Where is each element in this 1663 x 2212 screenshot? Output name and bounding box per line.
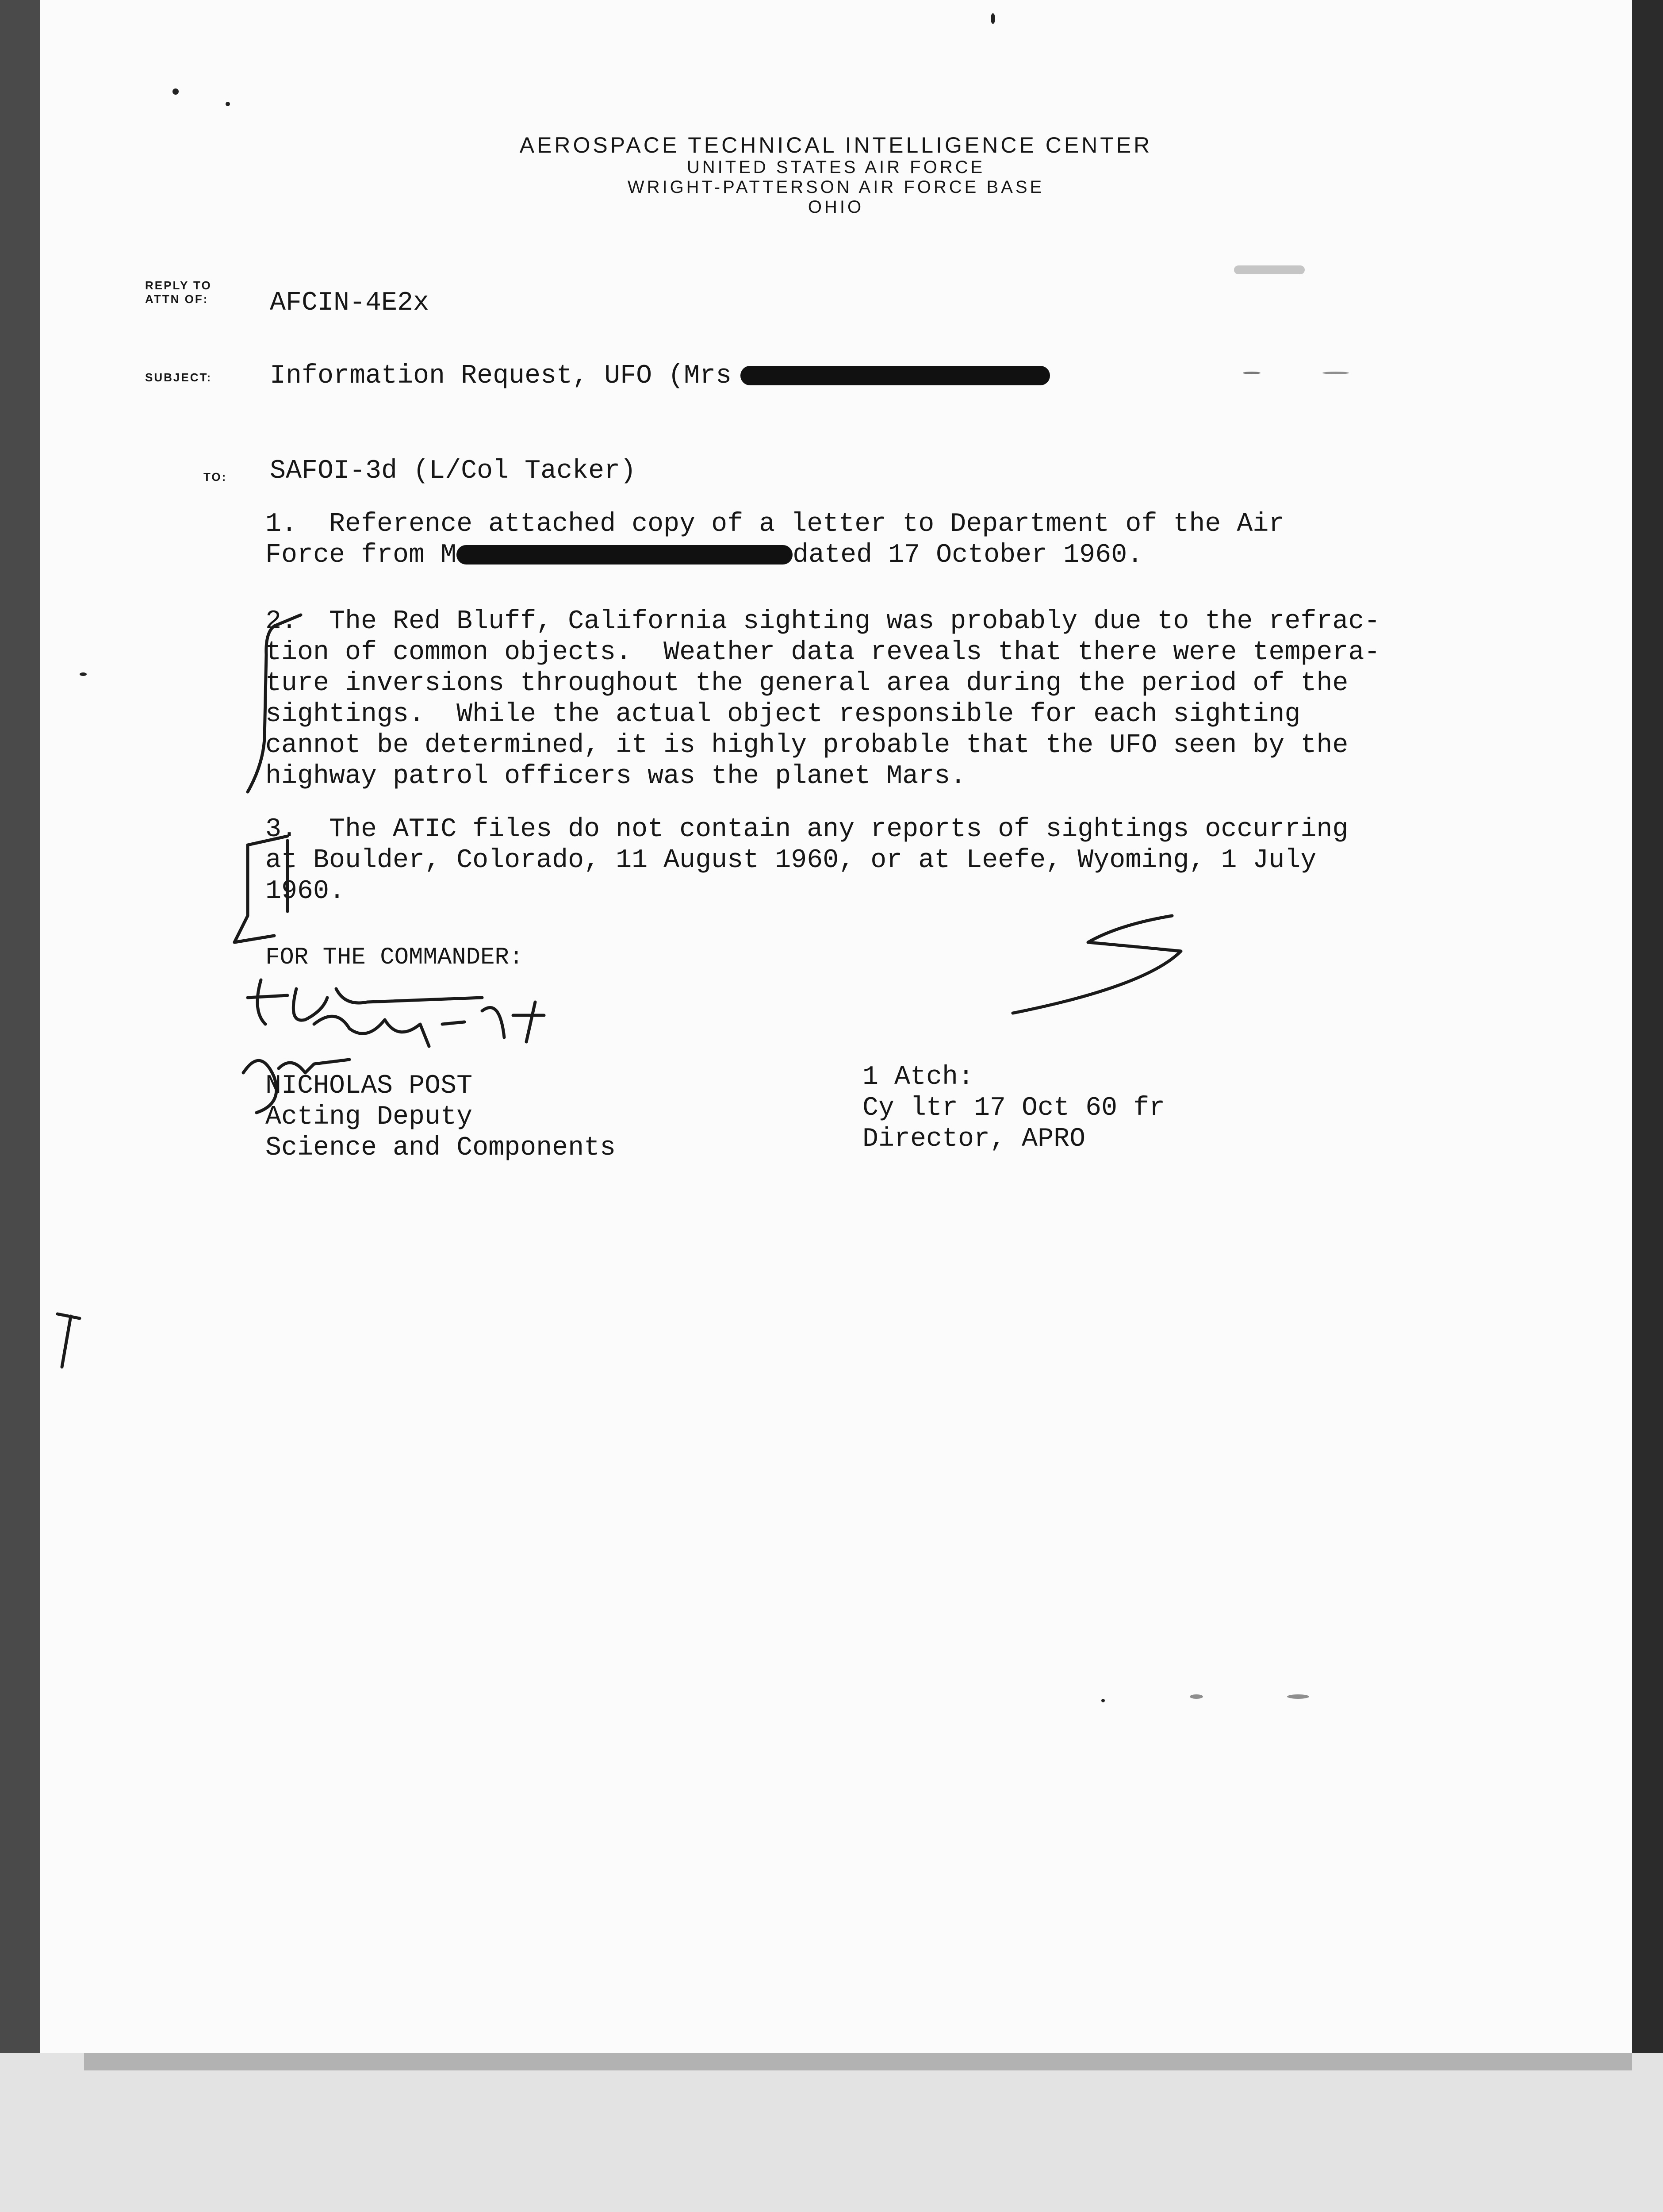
paragraph-2-line-2: tion of common objects. Weather data reveals that there were tempera-	[265, 637, 1380, 668]
page-shadow	[84, 2053, 1632, 2070]
scan-speck	[1101, 1699, 1105, 1702]
letterhead-org: AEROSPACE TECHNICAL INTELLIGENCE CENTER	[519, 133, 1153, 157]
subject-value: Information Request, UFO (Mrs	[270, 361, 732, 391]
paragraph-1-date: dated 17 October 1960.	[793, 540, 1143, 570]
paragraph-3-line-3: 1960.	[265, 876, 345, 906]
subject-line	[270, 361, 1050, 392]
scan-background-bottom	[0, 2053, 1663, 2212]
redaction-mark	[456, 545, 793, 565]
scan-speck	[172, 88, 179, 95]
paragraph-2-line-3: ture inversions throughout the general area during the period of the	[265, 668, 1349, 699]
initial-mark	[986, 911, 1207, 1026]
for-commander: FOR THE COMMANDER:	[265, 944, 524, 971]
scan-speck	[1243, 372, 1261, 374]
paragraph-1-line-1: 1. Reference attached copy of a letter to Department of the Air	[265, 509, 1285, 539]
scan-border-right	[1632, 0, 1663, 2079]
stray-margin-mark	[53, 1305, 88, 1376]
to-value: SAFOI-3d (L/Col Tacker)	[270, 456, 636, 486]
scan-speck	[1234, 265, 1305, 274]
paragraph-2-line-4: sightings. While the actual object responsible for each sighting	[265, 699, 1301, 730]
attachment-line-2: Cy ltr 17 Oct 60 fr	[862, 1093, 1165, 1123]
reply-to-value: AFCIN-4E2x	[270, 288, 429, 318]
scan-speck	[1322, 372, 1349, 374]
paragraph-3-line-2: at Boulder, Colorado, 11 August 1960, or at Leefe, Wyoming, 1 July	[265, 845, 1317, 876]
paragraph-2-line-5: cannot be determined, it is highly probable that the UFO seen by the	[265, 730, 1349, 760]
redaction-mark	[740, 366, 1050, 385]
reply-to-label	[145, 279, 212, 306]
scan-speck	[991, 13, 995, 24]
letterhead-state: OHIO	[808, 197, 864, 217]
scan-border-left	[0, 0, 40, 2212]
signer-title-1: Acting Deputy	[265, 1102, 473, 1132]
attachment-line-1: 1 Atch:	[862, 1062, 974, 1092]
reply-to-label-line2: ATTN OF:	[145, 292, 209, 306]
letterhead-base: WRIGHT-PATTERSON AIR FORCE BASE	[627, 177, 1045, 197]
subject-label: SUBJECT:	[145, 371, 212, 384]
signer-name: NICHOLAS POST	[265, 1071, 473, 1101]
letterhead-service: UNITED STATES AIR FORCE	[686, 157, 985, 177]
margin-bracket-marks	[217, 606, 305, 951]
letterhead	[40, 133, 1632, 217]
paragraph-2-line-1: 2. The Red Bluff, California sighting was probably due to the refrac-	[265, 607, 1380, 637]
paragraph-2-line-6: highway patrol officers was the planet Mars.	[265, 761, 966, 791]
paragraph-3-line-1: 3. The ATIC files do not contain any reports of sightings occurring	[265, 814, 1349, 845]
reply-to-label-line1: REPLY TO	[145, 279, 212, 292]
scan-speck	[226, 102, 230, 106]
scan-speck	[1287, 1694, 1309, 1699]
to-label: TO:	[203, 470, 227, 484]
scan-speck	[80, 672, 87, 676]
scan-speck	[1190, 1694, 1203, 1699]
paragraph-1-line-2	[265, 540, 1143, 571]
attachment-line-3: Director, APRO	[862, 1124, 1086, 1154]
signer-title-2: Science and Components	[265, 1133, 616, 1163]
memo-page	[40, 0, 1632, 2053]
paragraph-1-from: Force from M	[265, 540, 457, 570]
